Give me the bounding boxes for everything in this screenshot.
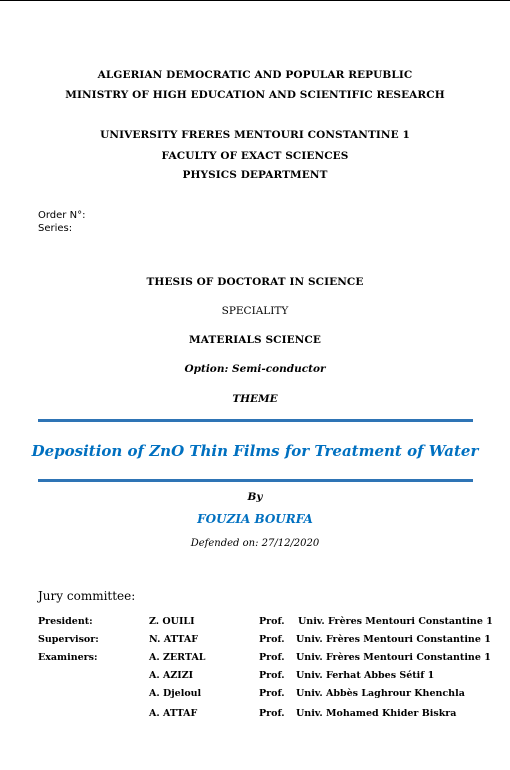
jury-title: Prof.: [259, 708, 285, 719]
jury-name: A. AZIZI: [149, 670, 194, 681]
title-rule-bottom: [38, 479, 473, 482]
jury-role: Examiners:: [38, 652, 98, 663]
thesis-title: Deposition of ZnO Thin Films for Treatment of Water: [31, 442, 479, 460]
by-label: By: [247, 491, 263, 503]
jury-name: Z. OUILI: [149, 616, 195, 627]
jury-role: President:: [38, 616, 93, 627]
header-university: UNIVERSITY FRERES MENTOURI CONSTANTINE 1: [100, 129, 410, 141]
thesis-type: THESIS OF DOCTORAT IN SCIENCE: [146, 276, 364, 288]
jury-title: Prof.: [259, 688, 285, 699]
jury-title: Prof.: [259, 652, 285, 663]
theme-label: THEME: [232, 393, 278, 405]
speciality: MATERIALS SCIENCE: [189, 334, 321, 346]
jury-affiliation: Univ. Frères Mentouri Constantine 1: [296, 652, 491, 663]
jury-title: Prof.: [259, 616, 285, 627]
jury-affiliation: Univ. Ferhat Abbes Sétif 1: [296, 670, 435, 681]
jury-label: Jury committee:: [38, 589, 136, 603]
title-rule-top: [38, 419, 473, 422]
option: Option: Semi-conductor: [184, 363, 326, 375]
header-department: PHYSICS DEPARTMENT: [182, 169, 328, 181]
header-ministry: MINISTRY OF HIGH EDUCATION AND SCIENTIFIC RESEARCH: [65, 89, 445, 101]
defense-date: Defended on: 27/12/2020: [190, 538, 320, 549]
header-republic: ALGERIAN DEMOCRATIC AND POPULAR REPUBLIC: [97, 69, 413, 81]
order-number: Order N°:: [38, 210, 86, 221]
jury-role: Supervisor:: [38, 634, 99, 645]
jury-title: Prof.: [259, 634, 285, 645]
jury-name: A. Djeloul: [149, 688, 202, 699]
speciality-label: SPECIALITY: [221, 305, 289, 317]
jury-affiliation: Univ. Mohamed Khider Biskra: [296, 708, 457, 719]
jury-name: N. ATTAF: [149, 634, 198, 645]
top-border: [0, 0, 510, 1]
author-name: FOUZIA BOURFA: [197, 512, 313, 526]
jury-affiliation: Univ. Frères Mentouri Constantine 1: [298, 616, 493, 627]
series: Series:: [38, 223, 73, 234]
jury-affiliation: Univ. Abbès Laghrour Khenchla: [296, 688, 465, 699]
jury-title: Prof.: [259, 670, 285, 681]
jury-name: A. ATTAF: [149, 708, 198, 719]
header-faculty: FACULTY OF EXACT SCIENCES: [161, 150, 349, 162]
jury-name: A. ZERTAL: [149, 652, 206, 663]
jury-affiliation: Univ. Frères Mentouri Constantine 1: [296, 634, 491, 645]
